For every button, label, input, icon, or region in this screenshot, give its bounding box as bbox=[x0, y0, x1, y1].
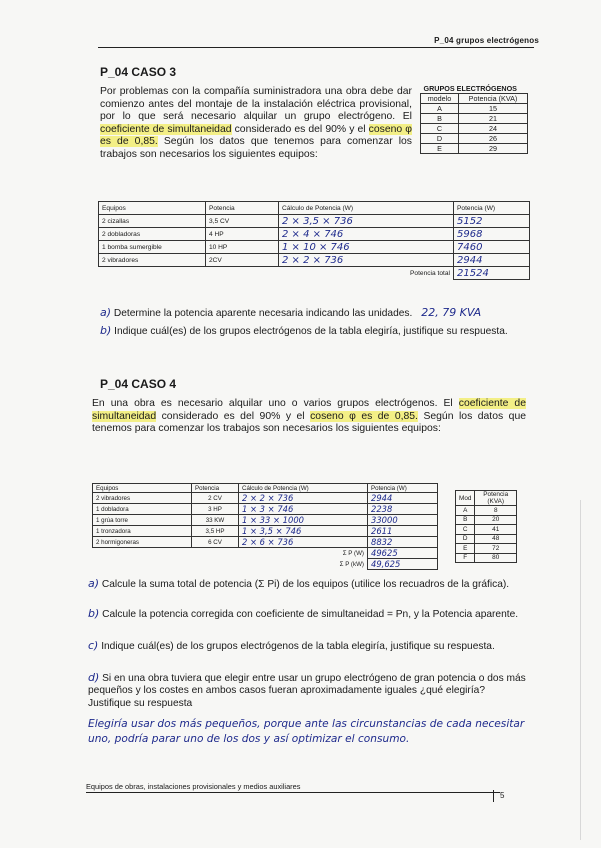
gen-header-modelo: modelo bbox=[421, 94, 459, 104]
caso3-generators-table bbox=[420, 84, 528, 154]
sum-kw-value: 49,625 bbox=[368, 559, 438, 570]
caso4-question-c: c) Indique cuál(es) de los grupos electrógenos de la tabla elegiría, justifique su respuesta. bbox=[88, 639, 495, 652]
table-row: C 41 bbox=[456, 525, 517, 535]
table-row: A 15 bbox=[421, 104, 528, 114]
table-row: 2 hormigoneras 6 CV 2 × 6 × 736 8832 bbox=[93, 537, 438, 548]
eq2-header-equipos: Equipos bbox=[93, 484, 192, 493]
caso4-text-3: Según los datos que tenemos para comenzar los trabajos son necesarios los siguientes equipos: bbox=[92, 410, 526, 435]
eq-header-potencia: Potencia bbox=[206, 202, 279, 215]
caso4-paragraph bbox=[92, 398, 526, 436]
caso4-title: P_04 CASO 4 bbox=[100, 377, 177, 391]
eq-header-calculo: Cálculo de Potencia (W) bbox=[279, 202, 454, 215]
page-number: 5 bbox=[500, 791, 505, 800]
caso3-text-1: Por problemas con la compañía suministradora una obra debe dar comienzo antes del montaje de la instalación eléctrica provisional, por lo que será necesario alquilar un grupo electrógeno. El bbox=[100, 86, 412, 123]
table-row: B 21 bbox=[421, 114, 528, 124]
table-row: E 72 bbox=[456, 544, 517, 554]
table-row: D 48 bbox=[456, 534, 517, 544]
caso4-text-1: En una obra es necesario alquilar uno o varios grupos electrógenos. El bbox=[92, 398, 459, 409]
sum-w-row bbox=[93, 548, 438, 559]
table-row: 2 dobladoras 4 HP 2 × 4 × 746 5968 bbox=[99, 228, 530, 241]
caso4-answer-d: Elegiría usar dos más pequeños, porque ante las circunstancias de cada necesitar uno, podría parar uno de los dos y así optimizar el consumo. bbox=[88, 718, 525, 745]
eq2-header-resultado: Potencia (W) bbox=[368, 484, 438, 493]
sum-w-value: 49625 bbox=[368, 548, 438, 559]
total-row bbox=[99, 267, 530, 280]
gen2-header-potencia: Potencia (KVA) bbox=[475, 491, 517, 506]
total-label: Potencia total bbox=[99, 267, 454, 280]
table-row: 2 vibradores 2CV 2 × 2 × 736 2944 bbox=[99, 254, 530, 267]
sum-kw-label: Σ P (kW) bbox=[339, 560, 364, 568]
mark-b: b) bbox=[100, 324, 112, 337]
footer-rule bbox=[86, 792, 500, 793]
table-row: 2 cizallas 3,5 CV 2 × 3,5 × 736 5152 bbox=[99, 215, 530, 228]
caso3-question-a: a) Determine la potencia aparente necesaria indicando las unidades. 22, 79 KVA bbox=[100, 306, 482, 319]
caso3-title: P_04 CASO 3 bbox=[100, 65, 177, 79]
caso4-question-a: a) Calcule la suma total de potencia (Σ Pi) de los equipos (utilice los recuadros de la gráfica). bbox=[88, 577, 510, 590]
caso3-question-b: b) Indique cuál(es) de los grupos electrógenos de la tabla elegiría, justifique su respuesta. bbox=[100, 324, 508, 337]
gen-header-potencia: Potencia (KVA) bbox=[458, 94, 527, 104]
table-row: 1 tronzadora 3,5 HP 1 × 3,5 × 746 2611 bbox=[93, 526, 438, 537]
caso4-text-2: considerado es del 90% y el bbox=[156, 410, 311, 422]
paper-fold-line bbox=[580, 500, 581, 840]
table-row: C 24 bbox=[421, 124, 528, 134]
caso3-text-2: considerado es del 90% y el bbox=[231, 123, 369, 135]
caso3-highlight-coef: coeficiente de simultaneidad bbox=[100, 123, 232, 135]
header-rule bbox=[98, 47, 534, 48]
table-row: A 8 bbox=[456, 506, 517, 516]
caso3-text-3: Según los datos que tenemos para comenzar los trabajos son necesarios los siguientes equipos: bbox=[100, 136, 413, 160]
sum-w-label: Σ P (W) bbox=[93, 548, 368, 559]
table-row: 2 vibradores 2 CV 2 × 2 × 736 2944 bbox=[93, 493, 438, 504]
caso3-paragraph bbox=[100, 86, 412, 162]
eq2-header-potencia: Potencia bbox=[192, 484, 239, 493]
caso3-equipment-table bbox=[98, 201, 530, 280]
caso3-answer-a: 22, 79 KVA bbox=[421, 306, 482, 319]
eq-header-resultado: Potencia (W) bbox=[454, 202, 530, 215]
footer-text: Equipos de obras, instalaciones provisionales y medios auxiliares bbox=[86, 782, 301, 791]
caso4-highlight-cos: coseno φ es de 0,85. bbox=[310, 410, 418, 422]
page-header-title: P_04 grupos electrógenos bbox=[434, 36, 539, 45]
table-row: D 26 bbox=[421, 134, 528, 144]
caso4-generators-table bbox=[455, 490, 517, 563]
eq-header-equipos: Equipos bbox=[99, 202, 206, 215]
caso4-question-b: b) Calcule la potencia corregida con coeficiente de simultaneidad = Pn, y la Potencia aparente. bbox=[88, 607, 519, 620]
table-row: 1 bomba sumergible 10 HP 1 × 10 × 746 7460 bbox=[99, 241, 530, 254]
table-row: B 20 bbox=[456, 515, 517, 525]
caso4-question-d: d) Si en una obra tuviera que elegir entre usar un grupo electrógeno de gran potencia o dos más pequeños y los costes en ambos casos fueran aproximadamente iguales ¿qué elegiría? Justifique su respuesta bbox=[88, 671, 526, 709]
caso4-highlight-coef: coeficiente de simultaneidad bbox=[92, 398, 526, 422]
table-row: F 80 bbox=[456, 553, 517, 563]
caso3-generators-caption: GRUPOS ELECTRÓGENOS bbox=[421, 84, 528, 94]
sum-kw-row bbox=[93, 559, 438, 570]
mark-a: a) bbox=[100, 306, 112, 319]
total-value: 21524 bbox=[454, 267, 530, 280]
caso4-equipment-table bbox=[92, 483, 438, 570]
page-number-box bbox=[493, 790, 524, 802]
gen2-header-mod: Mod bbox=[456, 491, 475, 506]
table-row: E 29 bbox=[421, 144, 528, 154]
table-row: 1 dobladora 3 HP 1 × 3 × 746 2238 bbox=[93, 504, 438, 515]
eq2-header-calculo: Cálculo de Potencia (W) bbox=[239, 484, 368, 493]
table-row: 1 grúa torre 33 KW 1 × 33 × 1000 33000 bbox=[93, 515, 438, 526]
caso3-highlight-cos: coseno φ es de 0,85. bbox=[100, 123, 413, 148]
